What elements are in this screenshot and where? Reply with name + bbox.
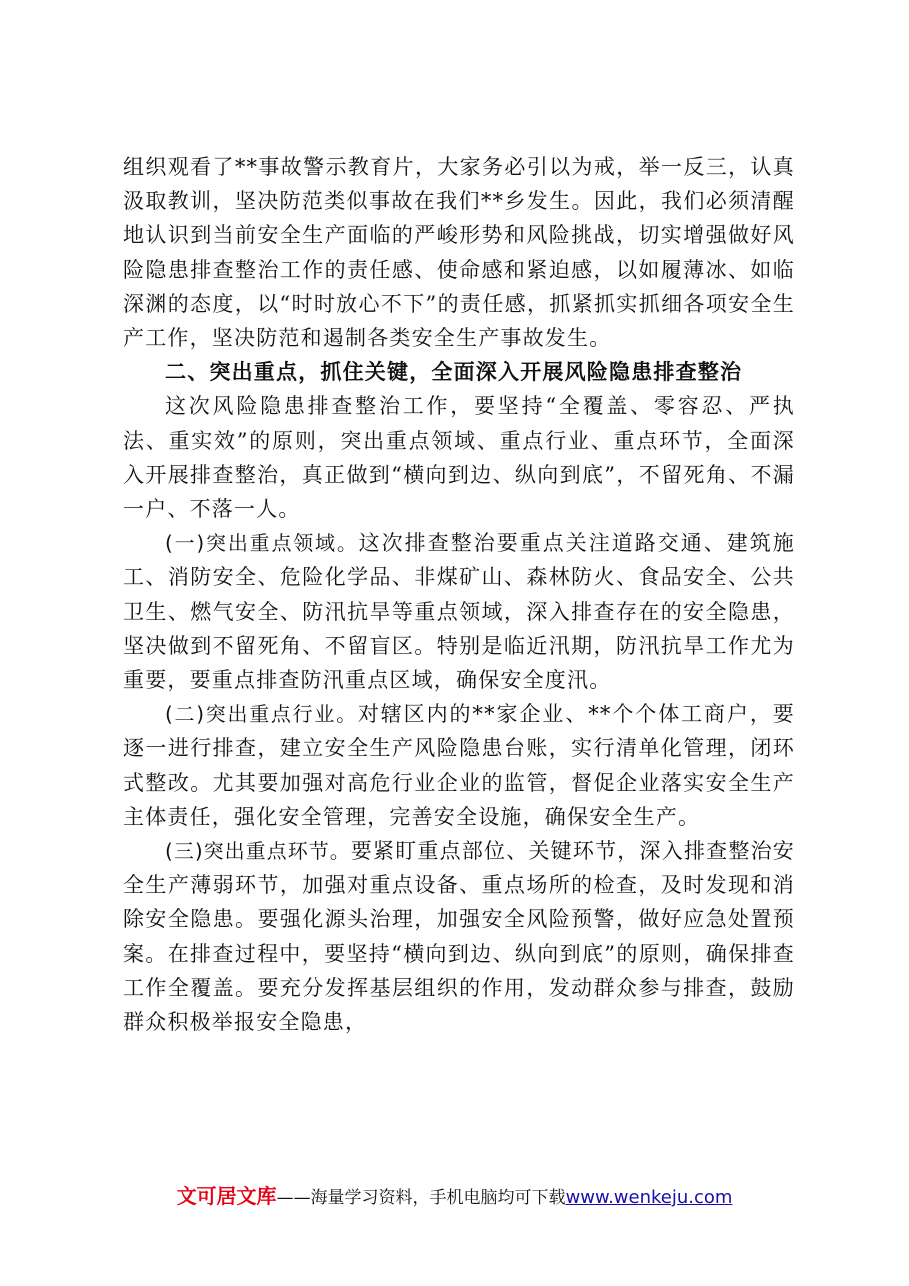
subsection-key-areas-body: 这次排查整治要重点关注道路交通、建筑施工、消防安全、危险化学品、非煤矿山、森林防火、食品安全、公共卫生、燃气安全、防汛抗旱等重点领域，深入排查存在的安全隐患，坚决做到不留死角、不留盲区。特别是临近汛期，防汛抗旱工作尤为重要，要重点排查防汛重点区域，确保安全度汛。 [123, 531, 795, 693]
subsection-key-areas-title: (一)突出重点领域。 [165, 531, 359, 556]
subsection-key-areas [123, 526, 795, 697]
subsection-key-links [123, 834, 795, 1039]
paragraph-continuation: 组织观看了**事故警示教育片，大家务必引以为戒，举一反三，认真汲取教训，坚决防范类似事故在我们**乡发生。因此，我们必须清醒地认识到当前安全生产面临的严峻形势和风险挑战，切实增强做好风险隐患排查整治工作的责任感、使命感和紧迫感，以如履薄冰、如临深渊的态度，以“时时放心不下”的责任感，抓紧抓实抓细各项安全生产工作，坚决防范和遏制各类安全生产事故发生。 [123, 155, 795, 351]
subsection-key-industries-body: 对辖区内的**家企业、**个个体工商户，要逐一进行排查，建立安全生产风险隐患台账，实行清单化管理，闭环式整改。尤其要加强对高危行业企业的监管，督促企业落实安全生产主体责任，强化安全管理，完善安全设施，确保安全生产。 [123, 702, 796, 829]
paragraph-principles: 这次风险隐患排查整治工作，要坚持“全覆盖、零容忍、严执法、重实效”的原则，突出重点领域、重点行业、重点环节，全面深入开展排查整治，真正做到“横向到边、纵向到底”，不留死角、不漏一户、不落一人。 [123, 394, 795, 522]
subsection-key-industries-title: (二)突出重点行业。 [165, 702, 358, 727]
footer-website-link[interactable]: www.wenkeju.com [565, 1187, 733, 1208]
footer-brand: 文可居文库 [176, 1184, 277, 1208]
footer-tagline: ——海量学习资料，手机电脑均可下载 [276, 1188, 566, 1208]
section-heading-2: 二、突出重点，抓住关键，全面深入开展风险隐患排查整治 [165, 360, 743, 385]
document-body [123, 150, 795, 1039]
subsection-key-industries [123, 697, 795, 834]
subsection-key-links-body: 要紧盯重点部位、关键环节，深入排查整治安全生产薄弱环节，加强对重点设备、重点场所的检查，及时发现和消除安全隐患。要强化源头治理，加强安全风险预警，做好应急处置预案。在排查过程中，要坚持“横向到边、纵向到底”的原则，确保排查工作全覆盖。要充分发挥基层组织的作用，发动群众参与排查，鼓励群众积极举报安全隐患， [123, 839, 796, 1035]
subsection-key-links-title: (三)突出重点环节。 [165, 839, 351, 864]
footer-banner [0, 1181, 909, 1213]
